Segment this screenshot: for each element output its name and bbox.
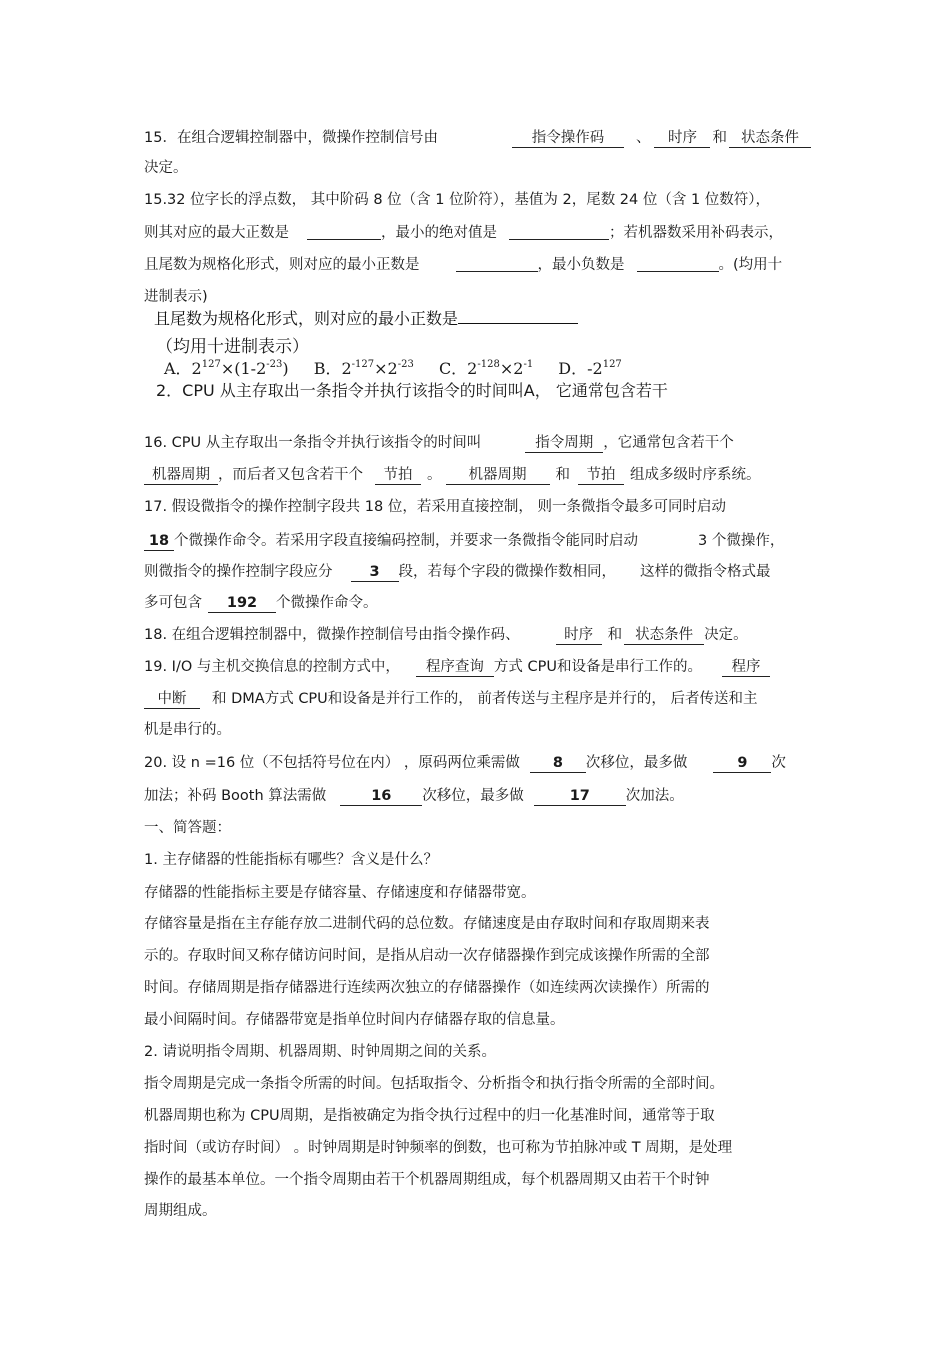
snippet-option-d: D．$-2^{127}$ xyxy=(558,359,622,378)
q20-line1 xyxy=(144,753,786,773)
sa2-answer-3: 指时间（或访存时间） 。时钟周期是时钟频率的倒数，也可称为节拍脉冲或 T 周期，是处理 xyxy=(144,1140,733,1156)
snippet-option-a: A．$2^{127}\times(1-2^{-23})$ xyxy=(164,359,289,378)
q17-blank-2: 3 xyxy=(351,563,399,582)
q15b-line1: 15.32 位字长的浮点数， 其中阶码 8 位（含 1 位阶符），基值为 2，尾数 24 位（含 1 位数符）， xyxy=(144,192,771,208)
q15-prefix: 15．在组合逻辑控制器中，微操作控制信号由 xyxy=(144,130,438,146)
q17-line3 xyxy=(144,562,771,582)
q16-blank-5: 节拍 xyxy=(578,466,624,485)
sa1-question: 1. 主存储器的性能指标有哪些？含义是什么？ xyxy=(144,852,438,868)
scanned-snippet xyxy=(150,309,710,400)
q18-prefix: 18. 在组合逻辑控制器中，微操作控制信号由指令操作码、 xyxy=(144,627,520,643)
q17-blank-1: 18 xyxy=(144,532,174,551)
q18-line xyxy=(144,625,748,645)
q20-l2a: 加法；补码 Booth 算法需做 xyxy=(144,788,327,804)
sa1-answer-3: 示的。存取时间又称存储访问时间，是指从启动一次存储器操作到完成该操作所需的全部 xyxy=(144,948,710,964)
q17-l3a: 则微指令的操作控制字段应分 xyxy=(144,564,333,580)
q19-l2a: 和 DMA方式 CPU和设备是并行工作的， 前者传送与主程序是并行的， 后者传送和主 xyxy=(212,691,758,707)
q15-blank-3: 状态条件 xyxy=(729,129,811,148)
q17-l4a: 多可包含 xyxy=(144,595,202,611)
q16-blank-3: 节拍 xyxy=(375,466,421,485)
q15b-l3b: ，最小负数是 xyxy=(537,257,625,273)
q16-blank-4: 机器周期 xyxy=(446,466,550,485)
q18-blank-1: 时序 xyxy=(556,626,602,645)
q20-l1a: 20. 设 n =16 位（不包括符号位在内） ，原码两位乘需做 xyxy=(144,755,520,771)
q20-blank-3: 16 xyxy=(340,787,422,806)
q15b-l3a: 且尾数为规格化形式，则对应的最小正数是 xyxy=(144,257,420,273)
section-heading: 一、简答题： xyxy=(144,820,231,836)
q17-l3b: 段，若每个字段的微操作数相同， xyxy=(398,564,616,580)
q20-l1b: 次移位，最多做 xyxy=(585,755,688,771)
q19-line1 xyxy=(144,657,770,677)
q15-blank-2: 时序 xyxy=(654,129,710,148)
q15-sep2: 和 xyxy=(712,130,727,146)
sa1-answer-2: 存储容量是指在主存能存放二进制代码的总位数。存储速度是由存取时间和存取周期来表 xyxy=(144,916,710,932)
q16-l2d: 组成多级时序系统。 xyxy=(630,467,761,483)
q17-l2b: 3 个微操作， xyxy=(698,533,785,549)
q15b-blank-minpos xyxy=(456,255,538,272)
q19-l1b: 方式 CPU和设备是串行工作的。 xyxy=(493,659,702,675)
q20-line2 xyxy=(144,786,684,806)
q19-blank-1: 程序查询 xyxy=(416,658,494,677)
q15b-blank-max xyxy=(307,223,381,240)
q15b-l2c: ；若机器数采用补码表示， xyxy=(609,225,783,241)
sa1-answer-5: 最小间隔时间。存储器带宽是指单位时间内存储器存取的信息量。 xyxy=(144,1012,565,1028)
q16-line1 xyxy=(144,433,734,453)
q17-blank-3: 192 xyxy=(208,594,276,613)
q15-sep1: 、 xyxy=(635,130,651,146)
q16-blank-2: 机器周期 xyxy=(144,466,218,485)
q19-line2 xyxy=(144,689,758,709)
q19-blank-2b: 中断 xyxy=(144,690,200,709)
q17-line1: 17. 假设微指令的操作控制字段共 18 位，若采用直接控制， 则一条微指令最多可同时启动 xyxy=(144,499,726,515)
q20-blank-2: 9 xyxy=(713,754,771,773)
sa2-answer-5: 周期组成。 xyxy=(144,1203,217,1219)
q18-suffix: 决定。 xyxy=(704,627,748,643)
q17-line2 xyxy=(144,531,784,551)
q20-l2c: 次加法。 xyxy=(625,788,684,804)
q16-l1b: ，它通常包含若干个 xyxy=(603,435,734,451)
q20-blank-4: 17 xyxy=(534,787,626,806)
q19-line3: 机是串行的。 xyxy=(144,722,231,738)
q18-sep: 和 xyxy=(607,627,623,643)
q16-blank-1: 指令周期 xyxy=(525,434,603,453)
q19-l1a: 19. I/O 与主机交换信息的控制方式中， xyxy=(144,659,400,675)
q16-l2b: 。 xyxy=(427,467,442,483)
snippet-row4: 2．CPU 从主存取出一条指令并执行该指令的时间叫A， 它通常包含若干 xyxy=(156,381,668,400)
q20-blank-1: 8 xyxy=(530,754,586,773)
q16-l1a: 16. CPU 从主存取出一条指令并执行该指令的时间叫 xyxy=(144,435,482,451)
sa2-answer-2: 机器周期也称为 CPU周期，是指被确定为指令执行过程中的归一化基准时间，通常等于取 xyxy=(144,1108,715,1124)
sa1-answer-4: 时间。存储周期是指存储器进行连续两次独立的存储器操作（如连续两次读操作）所需的 xyxy=(144,980,710,996)
sa2-answer-4: 操作的最基本单位。一个指令周期由若干个机器周期组成，每个机器周期又由若干个时钟 xyxy=(144,1172,710,1188)
q20-l2b: 次移位，最多做 xyxy=(422,788,524,804)
sa2-question: 2. 请说明指令周期、机器周期、时钟周期之间的关系。 xyxy=(144,1044,496,1060)
snippet-option-c: C．$2^{-128}\times 2^{-1}$ xyxy=(438,359,534,378)
q16-l2c: 和 xyxy=(555,467,570,483)
q15b-line4: 进制表示) xyxy=(144,289,208,305)
snippet-row2: （均用十进制表示） xyxy=(156,337,309,357)
q15b-l2a: 则其对应的最大正数是 xyxy=(144,225,289,241)
sa1-answer-1: 存储器的性能指标主要是存储容量、存储速度和存储器带宽。 xyxy=(144,885,536,901)
q17-l4b: 个微操作命令。 xyxy=(276,595,378,611)
q15b-blank-minabs xyxy=(509,223,609,240)
q20-l1c: 次 xyxy=(771,755,786,771)
q15-line1 xyxy=(144,128,811,148)
q15b-l2b: ，最小的绝对值是 xyxy=(381,225,497,241)
q15-blank-1: 指令操作码 xyxy=(512,129,624,148)
q18-blank-2: 状态条件 xyxy=(624,626,704,645)
sa2-answer-1: 指令周期是完成一条指令所需的时间。包括取指令、分析指令和执行指令所需的全部时间。 xyxy=(144,1076,724,1092)
q17-line4 xyxy=(144,593,378,613)
q17-l3c: 这样的微指令格式最 xyxy=(640,564,771,580)
q15b-line2 xyxy=(144,223,783,243)
q17-l2a: 个微操作命令。若采用字段直接编码控制，并要求一条微指令能同时启动 xyxy=(174,533,638,549)
q15b-line3 xyxy=(144,255,782,275)
snippet-option-b: B．$2^{-127}\times 2^{-23}$ xyxy=(313,359,414,378)
snippet-cut-top: 且尾数为规格化形式，则对应的最小正数是 xyxy=(154,306,578,329)
q19-blank-2a: 程序 xyxy=(722,658,770,677)
q16-l2a: ，而后者又包含若干个 xyxy=(218,467,363,483)
snippet-options xyxy=(164,356,642,379)
q16-line2 xyxy=(144,465,761,485)
q15-line2: 决定。 xyxy=(144,160,188,176)
q15b-l3c: 。(均用十 xyxy=(718,257,783,273)
q15b-blank-minneg xyxy=(637,255,719,272)
